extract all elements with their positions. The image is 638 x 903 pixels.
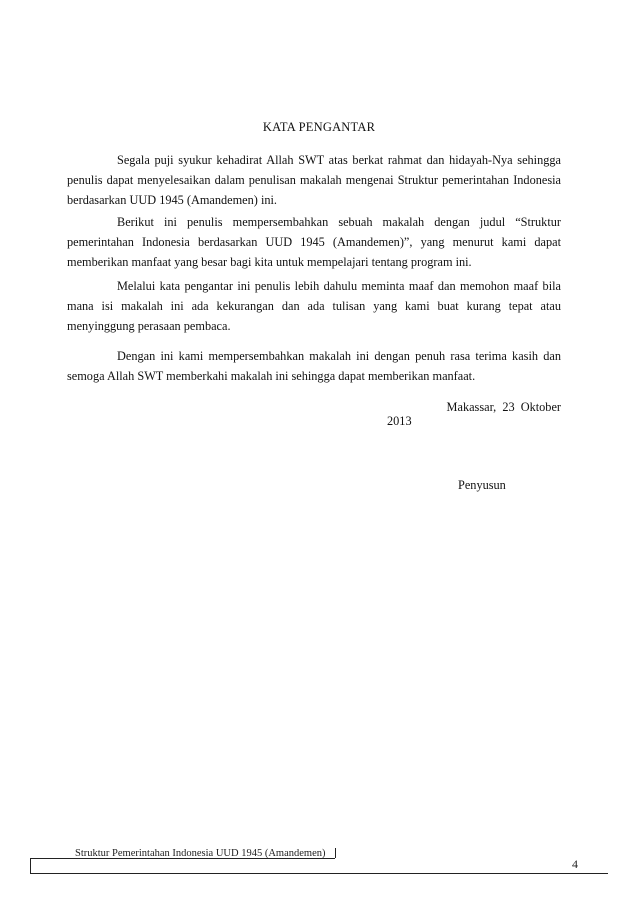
footer-border-bottom — [30, 873, 608, 874]
paragraph-3: Melalui kata pengantar ini penulis lebih dahulu meminta maaf dan memohon maaf bila mana isi makalah ini ada kekurangan dan ada tulisan yang kami buat kurang tepat atau menyinggung perasaan pembaca. — [67, 279, 561, 333]
place-date: Makassar, 23 Oktober — [446, 400, 561, 414]
footer-divider — [335, 848, 336, 858]
footer-title: Struktur Pemerintahan Indonesia UUD 1945 (Amandemen) — [75, 848, 326, 859]
page-number: 4 — [572, 857, 578, 871]
paragraph-2: Berikut ini penulis mempersembahkan sebuah makalah dengan judul “Struktur pemerintahan Indonesia berdasarkan UUD 1945 (Amandemen)”, yang menurut kami dapat memberikan manfaat yang besar bagi kita untuk mempelajari tentang program ini. — [67, 215, 561, 269]
date-year: 2013 — [387, 414, 412, 428]
footer-border-left — [30, 858, 31, 874]
page-title: KATA PENGANTAR — [262, 120, 376, 134]
paragraph-4: Dengan ini kami mempersembahkan makalah ini dengan penuh rasa terima kasih dan semoga Allah SWT memberkahi makalah ini sehingga dapat memberikan manfaat. — [67, 349, 561, 383]
signer-name: Penyusun — [458, 478, 506, 492]
paragraph-1: Segala puji syukur kehadirat Allah SWT atas berkat rahmat dan hidayah-Nya sehingga penulis dapat menyelesaikan dalam penulisan makalah mengenai Struktur pemerintahan Indonesia berdasarkan UUD 1945 (Amandemen) ini. — [67, 153, 561, 207]
